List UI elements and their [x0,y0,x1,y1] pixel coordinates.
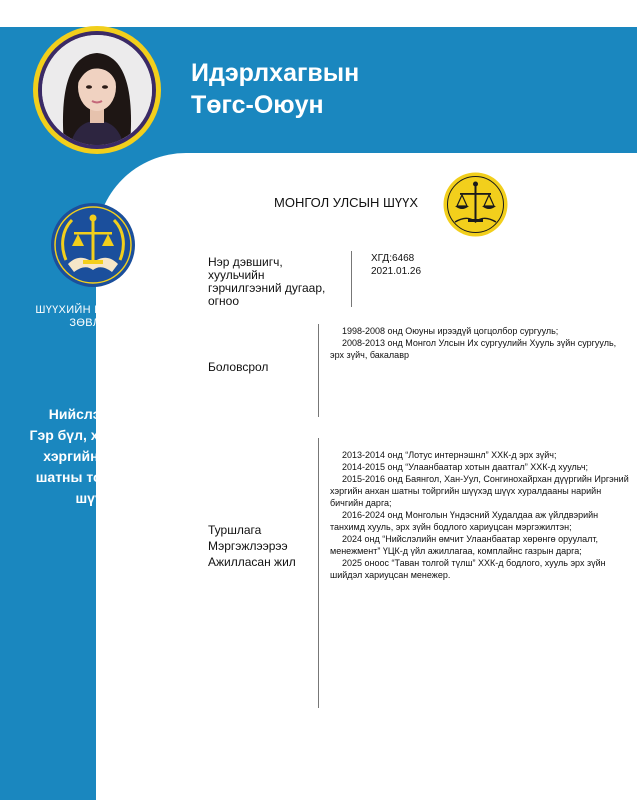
name-line-2: Төгс-Оюун [191,91,324,119]
divider-line [318,438,319,708]
judicial-council-emblem-icon [50,202,136,288]
court-title: МОНГОЛ УЛСЫН ШҮҮХ [274,195,419,210]
experience-list [330,449,630,581]
nomination-label: Нэр дэвшигч, хуульчийн гэрчилгээний дугаар, огноо [208,255,326,308]
list-item: 2008-2013 онд Монгол Улсын Их сургуулийн Хууль зүйн сургууль, эрх зүйч, бакалавр [330,338,617,360]
list-item: 2016-2024 онд Монголын Үндэсний Худалдаа аж үйлдвэрийн танхимд хууль, эрх зүйн бодлого хариуцсан мэргэжилтэн; [330,510,599,532]
portrait-icon [42,35,152,145]
court-position: Нийслэл дэх Гэр бүл, хүүхдийн хэргийн анхан шатны тойргийн шүүх [29,406,157,506]
divider-line [351,251,352,307]
court-scales-emblem-icon [443,172,508,237]
education-label: Боловсрол [208,360,269,374]
list-item: 2024 онд “Нийслэлийн өмчит Улаанбаатар хөрөнгө оруулалт, менежмент” ҮЦК-д үйл ажиллагаа, комплайнс газрын дарга; [330,534,599,556]
name-line-1: Идэрлхагвын [191,59,360,87]
portrait-photo [42,35,152,145]
list-item: 1998-2008 онд Оюуны ирээдүй цогцолбор сургууль; [342,326,559,336]
list-item: 2025 оноос “Таван толгой түлш” ХХК-д бодлого, хууль эрх зүйн шийдэл хариуцсан менежер. [330,558,606,580]
list-item: 2013-2014 онд “Лотус интернэшнл” ХХК-д эрх зүйч; [342,450,557,460]
experience-label: Туршлага Мэргэжлээрээ Ажилласан жил [208,523,296,569]
council-name: ШҮҮХИЙН ЕРӨНХИЙ ЗӨВЛӨЛ [35,304,151,329]
divider-line [318,324,319,417]
candidate-name [191,57,359,121]
education-list [330,325,630,361]
list-item: 2015-2016 онд Баянгол, Хан-Уул, Сонгинохайрхан дүүргийн Иргэний хэргийн анхан шатны тойргийн шүүхэд шүүх хуралдааны нарийн бичгийн дарга; [330,474,629,508]
list-item: 2014-2015 онд “Улаанбаатар хотын даатгал” ХХК-д хуульч; [342,462,589,472]
license-value: ХГД:6468 2021.01.26 [371,253,422,277]
portrait-frame [33,26,161,154]
